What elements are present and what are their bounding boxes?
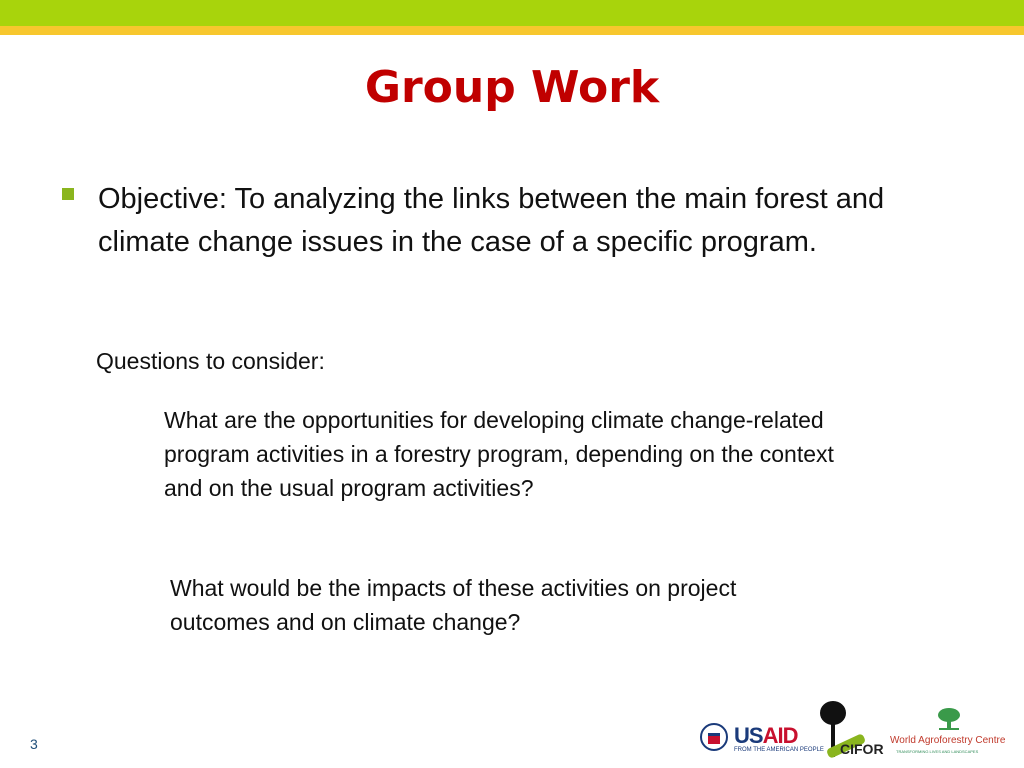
question-1: What are the opportunities for developing climate change-related program activities in a forestry program, depending on the context and on the usual program activities? bbox=[164, 407, 834, 501]
questions-label: Questions to consider: bbox=[96, 348, 325, 374]
question-2: What would be the impacts of these activities on project outcomes and on climate change? bbox=[170, 575, 737, 635]
usaid-logo-us: US bbox=[734, 723, 763, 748]
usaid-tagline: FROM THE AMERICAN PEOPLE bbox=[734, 747, 824, 753]
page-number: 3 bbox=[30, 736, 38, 752]
top-accent-bar-green bbox=[0, 0, 1024, 26]
top-accent-bar-yellow bbox=[0, 26, 1024, 35]
cifor-logo: CIFOR bbox=[840, 741, 884, 757]
agroforestry-logo: World Agroforestry Centre bbox=[890, 735, 1006, 746]
agroforestry-tree-icon bbox=[936, 707, 962, 731]
agroforestry-tagline: TRANSFORMING LIVES AND LANDSCAPES bbox=[896, 749, 979, 754]
usaid-logo-aid: AID bbox=[762, 723, 798, 748]
usaid-seal-icon bbox=[700, 723, 728, 751]
objective-text: Objective: To analyzing the links between the main forest and climate change issues in the case of a specific program. bbox=[98, 183, 885, 258]
usaid-logo bbox=[734, 723, 797, 749]
slide-title: Group Work bbox=[364, 62, 660, 113]
footer-logos bbox=[690, 695, 1020, 765]
square-bullet-icon bbox=[62, 188, 74, 200]
